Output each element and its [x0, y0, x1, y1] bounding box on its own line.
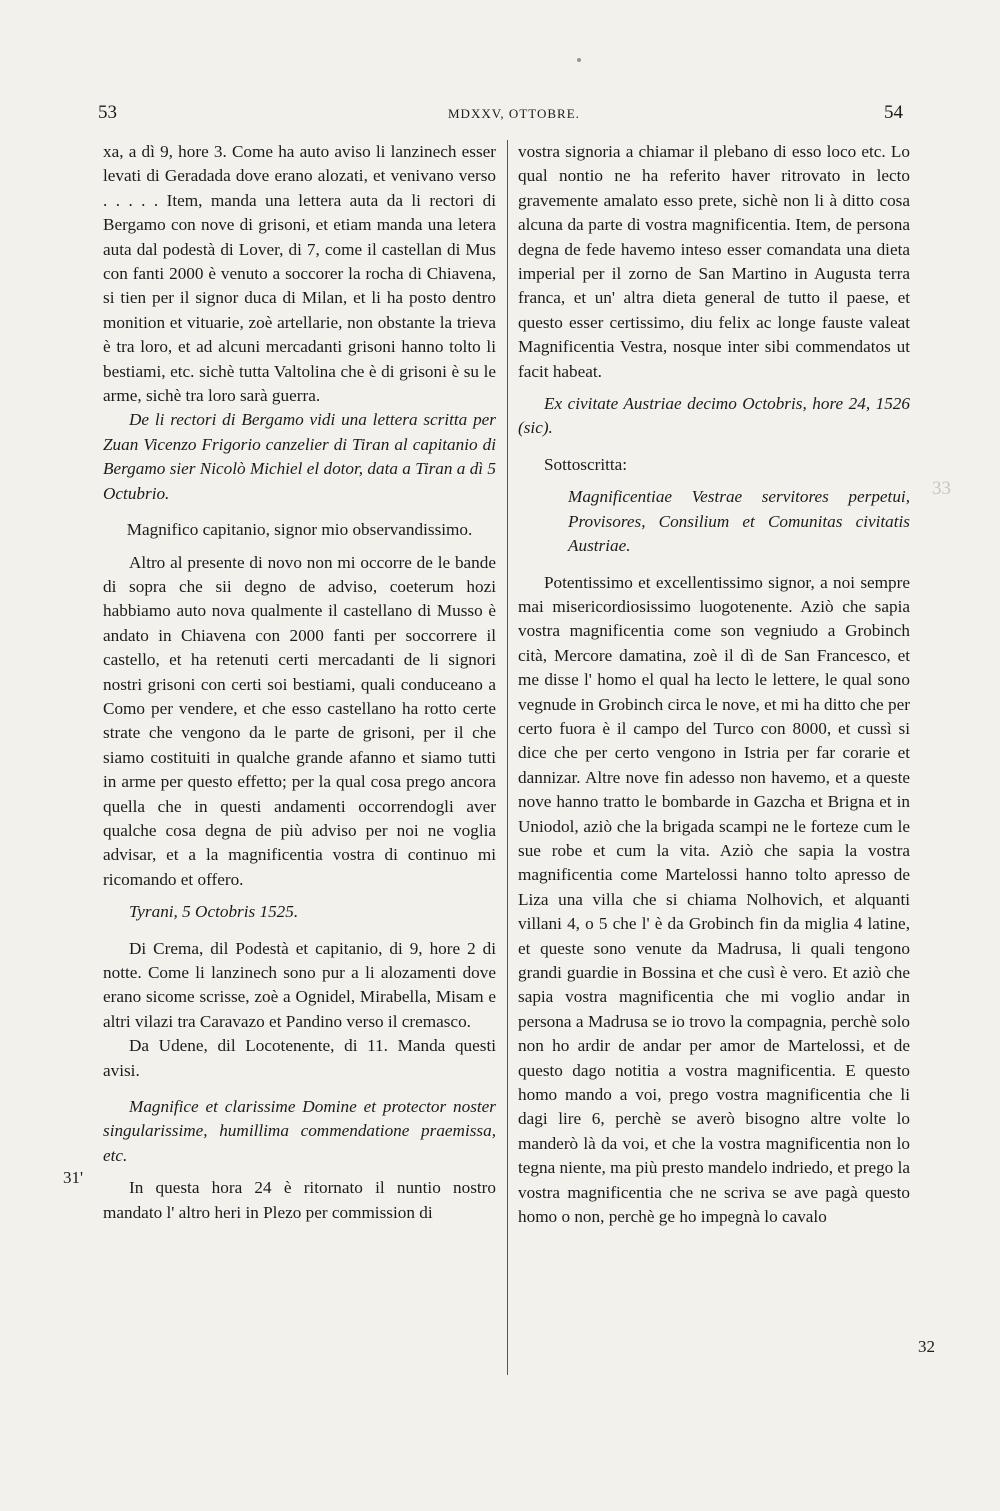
right-page-number: 54 — [884, 102, 903, 123]
margin-number-right: 32 — [918, 1337, 935, 1356]
signatories: Magnificentiae Vestrae servitores perpetui, Provisores, Consilium et Comunitas civitatis Austriae. — [568, 487, 910, 556]
salutation: Magnifice et clarissime Domine et protector noster singularissime, humillima commendatione praemissa, etc. — [103, 1097, 496, 1165]
paragraph: Altro al presente di novo non mi occorre de le bande di sopra che sii degno de adviso, coeterum hozi habbiamo auto nova qualmente il castellano di Musso è andato in Chiavena con 2000 fanti per soccorrere il castello, et ha retenuti certi mercadanti de li signori nostri grisoni con certi soi bestiami, quali conduceano a Como per vendere, et che esso castellano ha rotto certe strate che vengono da le parte de grisoni, per il che siamo costituiti in qualche grande afanno et siamo tutti in arme per questo effetto; per la qual cosa prego ancora quella che in questi andamenti occorrendogli aver qualche cosa degna de più adviso per noi ne voglia advisar, et a la magnificentia vostra di continuo mi ricomando et offero. — [103, 552, 496, 889]
left-column — [103, 140, 496, 1225]
paragraph: Potentissimo et excellentissimo signor, a noi sempre mai misericordiosissimo luogotenente. Aziò che sapia vostra magnificentia come son vegniudo a Grobinch cità, Mercore damatina, zoè il dì de San Francesco, et me disse l' homo el qual ha lecto le lettere, le qual sono vegnude in Grobinch circa le nove, et mi ha ditto che per certo fuora è il campo del Turco con 8000, et cussì si dice che per certo vengono in Istria per far corarie et dannizar. Altre nove fin adesso non havemo, et a queste nove hanno tratto le bombarde in Gazcha et Brigna et in Uniodol, aziò che la brigada scampi ne le forteze cum le sue robe et cum la vita. Aziò che sapia la vostra magnificentia come Martelossi hanno tolto apresso de Liza una villa che si chiama Nolhovich, et alquanti villani 4, o 5 che l' è da Grobinch fin da miglia 4 latine, et queste sono venute da Madrusa, li quali tengono grandi guardie in Bossina et che cusì è vero. Et aziò che sapia vostra magnificentia che mi voglio andar in persona a Madrusa se io trovo la compagnia, perchè solo non ho ardir de andar per amor de Martelossi, et de questo dago notitia a vostra magnificentia. E questo homo mando a voi, prego vostra magnificentia che li dagi lire 6, perchè se averò bisogno altre volte lo manderò là da voi, et che la vostra magnificentia non lo tegna niente, ma più presto mandelo indriedo, et prego la vostra magnificentia che ne scriva se ave pagà questo homo o non, perchè ge ho impegnà lo cavalo — [518, 572, 910, 1227]
salutation: Magnifico capitanio, signor mio observandissimo. — [126, 520, 473, 540]
right-column — [518, 140, 910, 1229]
paragraph: Di Crema, dil Podestà et capitanio, di 9, hore 2 di notte. Come li lanzinech sono pur a li alozamenti dove erano sicome scrisse, zoè a Ognidel, Mirabella, Misam e altri vilazi tra Caravazo et Pandino verso il cremasco. — [103, 938, 496, 1031]
paragraph: vostra signoria a chiamar il plebano di esso loco etc. Lo qual nontio ne ha referito haver ritrovato in lecto gravemente amalato esso prete, sichè non li à ditto cosa alcuna da parte di vostra magnificentia. Item, de persona degna de fede havemo inteso esser comandata una dieta imperial per il zorno de San Martino in Augusta terra franca, et un' altra dieta general de tutto il paese, et questo esser certissimo, diu felix ac longe fauste valeat Magnificentia Vestra, nosque inter sibi commendatos ut facit habeat. — [518, 142, 910, 381]
left-page-number: 53 — [98, 102, 117, 123]
column-divider — [507, 140, 508, 1375]
paragraph: In questa hora 24 è ritornato il nuntio nostro mandato l' altro heri in Plezo per commission di — [103, 1178, 496, 1222]
dateline: Tyrani, 5 Octobris 1525. — [129, 902, 299, 922]
heading-paragraph: De li rectori di Bergamo vidi una lettera scritta per Zuan Vicenzo Frigorio canzelier di Tiran al capitanio di Bergamo sier Nicolò Michiel el dotor, data a Tiran a dì 5 Octubrio. — [103, 410, 496, 503]
margin-number-left: 31' — [63, 1168, 84, 1187]
bleed-through-margin-number: 33 — [932, 478, 951, 499]
ink-speck — [577, 58, 581, 62]
running-title: MDXXV, OTTOBRE. — [448, 106, 580, 121]
paragraph: Da Udene, dil Locotenente, di 11. Manda questi avisi. — [103, 1036, 496, 1080]
paragraph: xa, a dì 9, hore 3. Come ha auto aviso li lanzinech esser levati di Geradada dove erano alozati, et venivano verso . . . . . Item, manda una lettera auta da li rectori di Bergamo con nove di grisoni, et etiam manda una letera auta dal podestà di Lover, di 7, come il castellan di Mus con fanti 2000 è venuto a soccorer la rocha di Chiavena, si tien per il signor duca di Milan, et li ha posto dentro monition et vituarie, zoè artellarie, non obstante la trieva è tra loro, et ad alcuni mercadanti grisoni hanno tolto li bestiami, etc. sichè tutta Valtolina che è di grisoni è su le arme, sichè tra loro sarà guerra. — [103, 142, 496, 406]
signature-label: Sottoscritta: — [544, 454, 628, 474]
dateline: Ex civitate Austriae decimo Octobris, hore 24, 1526 (sic). — [518, 394, 910, 438]
